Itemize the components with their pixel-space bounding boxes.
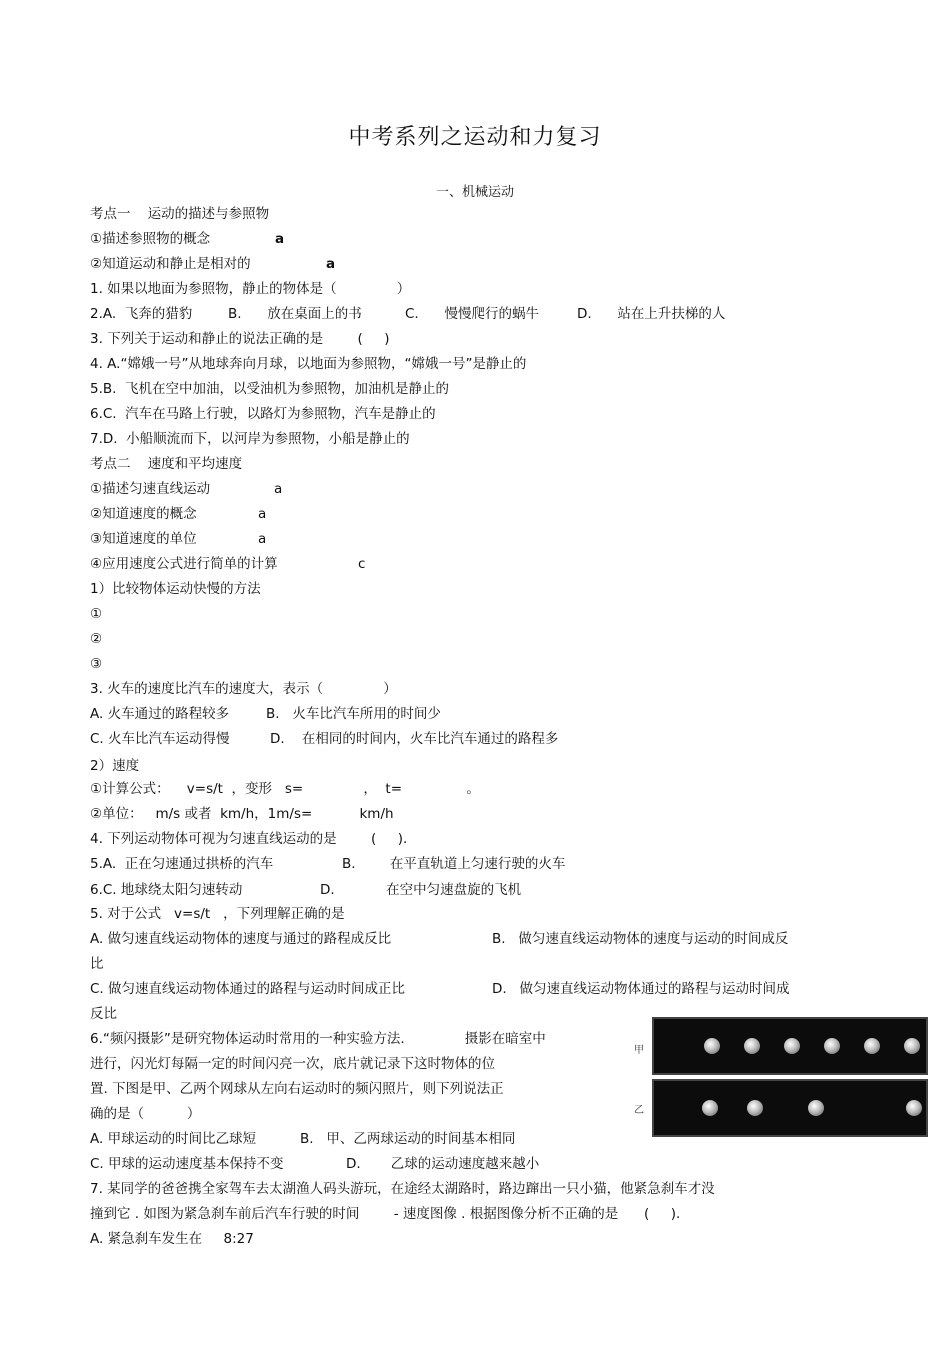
tennis-ball [906, 1100, 922, 1116]
topic-level: a [274, 481, 283, 497]
option-a: A. 火车通过的路程较多 [90, 706, 230, 722]
option-c: C. 甲球的运动速度基本保持不变 [90, 1156, 284, 1172]
topic-heading: 考点一 运动的描述与参照物 [90, 206, 270, 222]
topic-point: ③知道速度的单位 [90, 531, 197, 547]
option-a: 5.A. 正在匀速通过拱桥的汽车 [90, 856, 274, 872]
strip-yi [652, 1079, 928, 1137]
question-text: 确的是（ ） [90, 1106, 201, 1122]
topic-point: ①描述匀速直线运动 [90, 481, 211, 497]
topic-point: ②知道运动和静止是相对的 [90, 256, 251, 272]
option-d: D. 在空中匀速盘旋的飞机 [320, 882, 522, 898]
tennis-ball [824, 1038, 840, 1054]
question-text: 5. 对于公式 v=s/t ，下列理解正确的是 [90, 906, 345, 922]
question-text: 3. 火车的速度比汽车的速度大，表示（ ） [90, 681, 397, 697]
section-heading: 一、机械运动 [435, 185, 514, 200]
label-yi: 乙 [634, 1105, 644, 1116]
unit-line: ②单位： m/s 或者 km/h，1m/s= km/h [90, 806, 394, 822]
question-text: 撞到它 . 如图为紧急刹车前后汽车行驶的时间 - 速度图像 . 根据图像分析不正确的是 ( ). [90, 1206, 681, 1222]
question-text: 4. 下列运动物体可视为匀速直线运动的是 ( ). [90, 831, 408, 847]
option-b: B. 做匀速直线运动物体的速度与运动的时间成反 [492, 931, 789, 947]
blank-item: ② [90, 631, 103, 647]
topic-heading: 考点二 速度和平均速度 [90, 456, 243, 472]
option-b: B. 在平直轨道上匀速行驶的火车 [342, 856, 566, 872]
option-a: A. 紧急刹车发生在 8:27 [90, 1231, 254, 1247]
option-d: D. 在相同的时间内，火车比汽车通过的路程多 [270, 731, 559, 747]
option-b: B. 放在桌面上的书 [228, 306, 362, 322]
topic-level: a [275, 231, 285, 247]
option-c: C. 做匀速直线运动物体通过的路程与运动时间成正比 [90, 981, 406, 997]
option-d-continued: 反比 [90, 1006, 117, 1022]
topic-level: c [358, 556, 366, 572]
topic-level: a [258, 506, 267, 522]
tennis-ball [864, 1038, 880, 1054]
topic-point: ①描述参照物的概念 [90, 231, 211, 247]
option-a: A. 做匀速直线运动物体的速度与通过的路程成反比 [90, 931, 392, 947]
document-title: 中考系列之运动和力复习 [348, 125, 602, 150]
option-c: C. 慢慢爬行的蜗牛 [405, 306, 539, 322]
tennis-ball [808, 1100, 824, 1116]
option-a: 4. A.“嫦娥一号”从地球奔向月球，以地面为参照物，“嫦娥一号”是静止的 [90, 356, 527, 372]
tennis-ball [747, 1100, 763, 1116]
topic-level: a [326, 256, 336, 272]
option-d: D. 乙球的运动速度越来越小 [346, 1156, 540, 1172]
strip-jia [652, 1017, 928, 1075]
tennis-ball [704, 1038, 720, 1054]
question-text: 7. 某同学的爸爸携全家驾车去太湖渔人码头游玩，在途经太湖路时，路边蹿出一只小猫，他紧急刹车才没 [90, 1181, 715, 1197]
tennis-ball [784, 1038, 800, 1054]
option-c: 6.C. 地球绕太阳匀速转动 [90, 882, 243, 898]
option-c: 6.C. 汽车在马路上行驶，以路灯为参照物，汽车是静止的 [90, 406, 436, 422]
option-b: B. 甲、乙两球运动的时间基本相同 [300, 1131, 516, 1147]
option-d: D. 做匀速直线运动物体通过的路程与运动时间成 [492, 981, 790, 997]
question-text: 6.“频闪摄影”是研究物体运动时常用的一种实验方法. 摄影在暗室中 [90, 1031, 546, 1047]
label-jia: 甲 [634, 1045, 644, 1056]
subsection-heading: 1）比较物体运动快慢的方法 [90, 581, 261, 597]
topic-point: ④应用速度公式进行简单的计算 [90, 556, 278, 572]
option-b: B. 火车比汽车所用的时间少 [266, 706, 441, 722]
option-a: 2.A. 飞奔的猎豹 [90, 306, 193, 322]
topic-point: ②知道速度的概念 [90, 506, 197, 522]
option-d: 7.D. 小船顺流而下，以河岸为参照物，小船是静止的 [90, 431, 410, 447]
option-d: D. 站在上升扶梯的人 [577, 306, 726, 322]
option-c: C. 火车比汽车运动得慢 [90, 731, 230, 747]
blank-item: ③ [90, 656, 103, 672]
option-b-continued: 比 [90, 956, 104, 972]
formula-line: ①计算公式： v=s/t ，变形 s= ， t= 。 [90, 781, 480, 797]
subsection-heading: 2）速度 [90, 758, 140, 774]
tennis-ball [744, 1038, 760, 1054]
question-text: 3. 下列关于运动和静止的说法正确的是 ( ) [90, 331, 390, 347]
option-a: A. 甲球运动的时间比乙球短 [90, 1131, 257, 1147]
tennis-ball [904, 1038, 920, 1054]
option-b: 5.B. 飞机在空中加油，以受油机为参照物，加油机是静止的 [90, 381, 450, 397]
question-text: 1. 如果以地面为参照物，静止的物体是（ ） [90, 281, 411, 297]
topic-level: a [258, 531, 267, 547]
question-text: 置. 下图是甲、乙两个网球从左向右运动时的频闪照片，则下列说法正 [90, 1081, 504, 1097]
tennis-ball [702, 1100, 718, 1116]
question-text: 进行，闪光灯每隔一定的时间闪亮一次，底片就记录下这时物体的位 [90, 1056, 495, 1072]
blank-item: ① [90, 606, 103, 622]
strobe-photo-figure [630, 1015, 930, 1145]
